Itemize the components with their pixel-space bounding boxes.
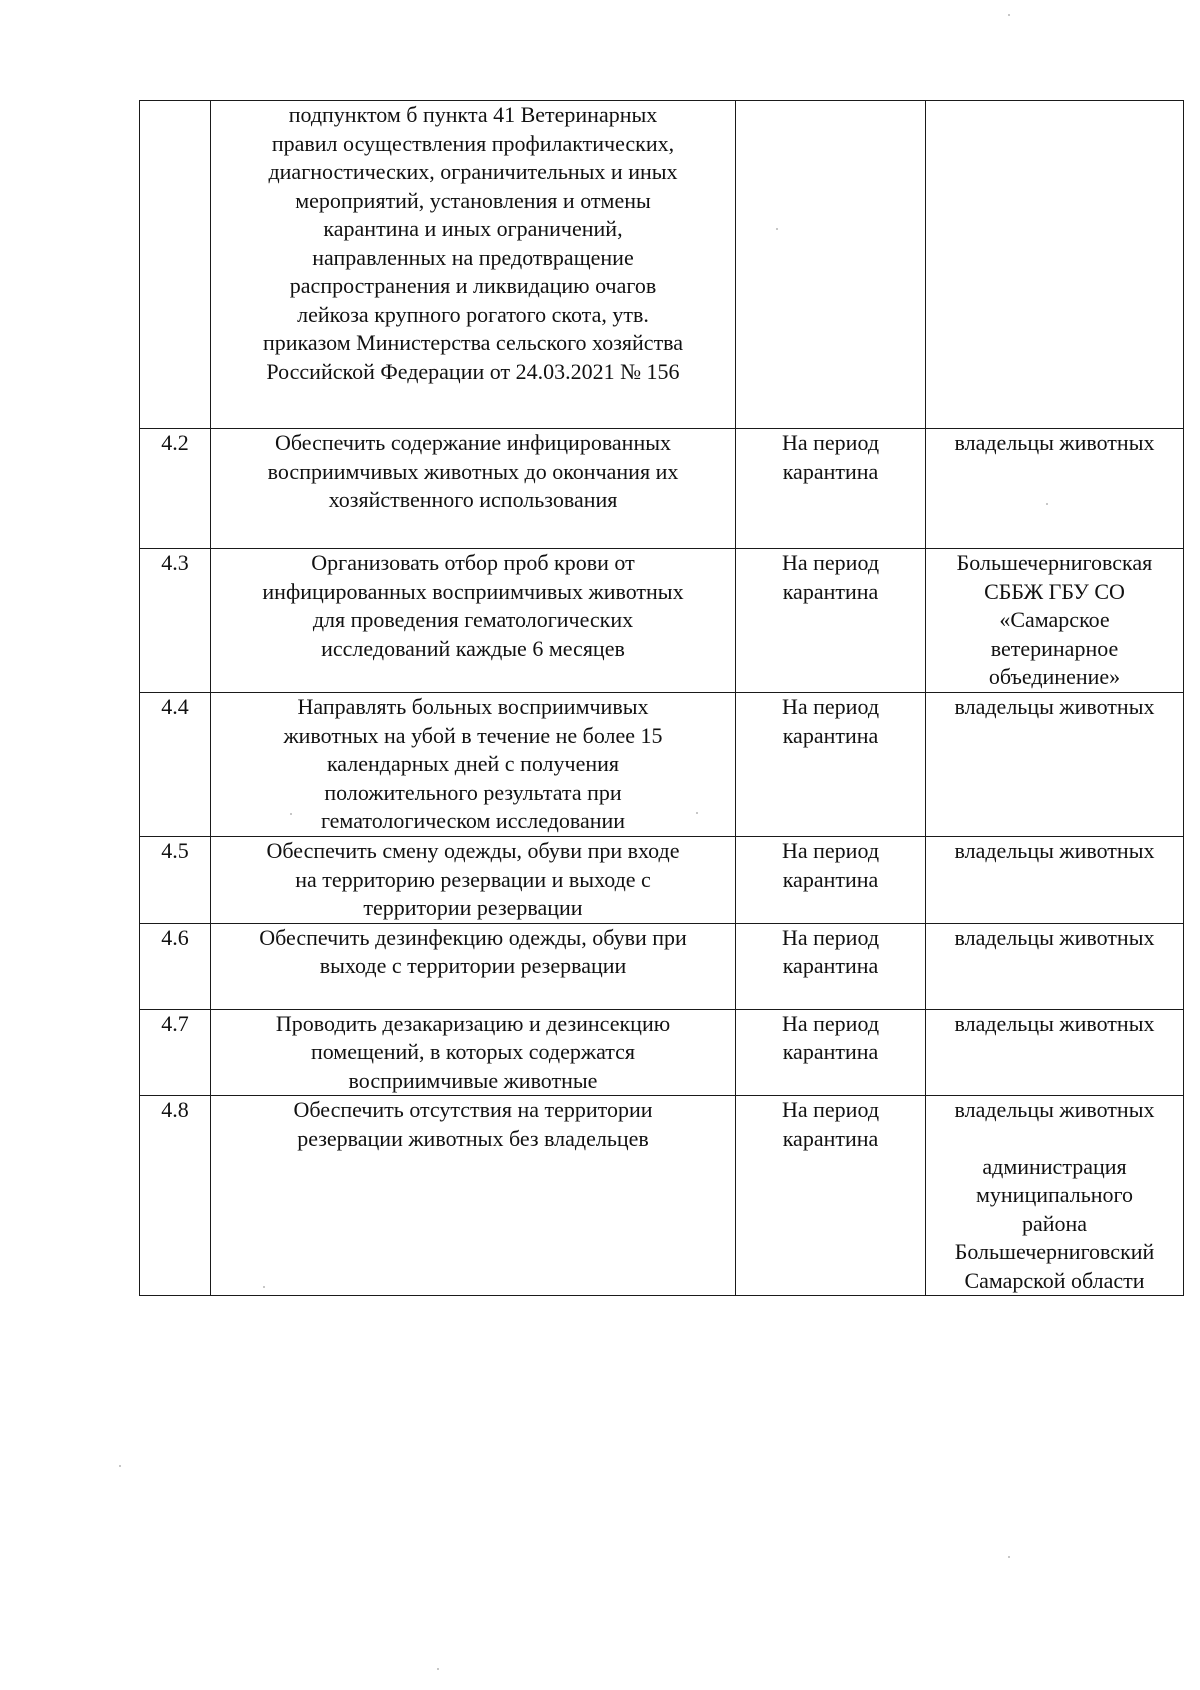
- scan-speck: [437, 1668, 439, 1670]
- table-row: [140, 549, 1184, 693]
- spacer: [930, 1125, 1179, 1153]
- responsible-cell: владельцы животных: [926, 923, 1184, 1009]
- table-row: [140, 1009, 1184, 1096]
- measures-table: [139, 100, 1184, 1296]
- row-number-cell: 4.3: [140, 549, 211, 693]
- responsible-cell: [926, 101, 1184, 429]
- term-cell: На период карантина: [736, 693, 926, 837]
- row-number-cell: 4.6: [140, 923, 211, 1009]
- scan-speck: [1008, 1556, 1010, 1558]
- action-cell: Обеспечить дезинфекцию одежды, обуви при выходе с территории резервации: [211, 923, 736, 1009]
- responsible-cell: владельцы животных: [926, 837, 1184, 924]
- action-cell: Обеспечить смену одежды, обуви при входе на территорию резервации и выходе с территории резервации: [211, 837, 736, 924]
- term-cell: На период карантина: [736, 837, 926, 924]
- term-cell: На период карантина: [736, 429, 926, 549]
- row-number-cell: [140, 101, 211, 429]
- scan-speck: [119, 1465, 121, 1467]
- action-cell: Обеспечить содержание инфицированных восприимчивых животных до окончания их хозяйственного использования: [211, 429, 736, 549]
- term-cell: На период карантина: [736, 1096, 926, 1296]
- term-cell: На период карантина: [736, 923, 926, 1009]
- table-row: [140, 1096, 1184, 1296]
- term-cell: [736, 101, 926, 429]
- table-row: [140, 101, 1184, 429]
- responsible-cell: владельцы животных администрация муниципального района Большечерниговский Самарской области: [926, 1096, 1184, 1296]
- row-number-cell: 4.7: [140, 1009, 211, 1096]
- action-cell: Организовать отбор проб крови от инфицированных восприимчивых животных для проведения гематологических исследований каждые 6 месяцев: [211, 549, 736, 693]
- responsible-cell: Большечерниговская СББЖ ГБУ СО «Самарское ветеринарное объединение»: [926, 549, 1184, 693]
- term-cell: На период карантина: [736, 549, 926, 693]
- action-cell: Обеспечить отсутствия на территории резервации животных без владельцев: [211, 1096, 736, 1296]
- scan-speck: [696, 812, 698, 814]
- table-row: [140, 693, 1184, 837]
- scan-speck: [290, 813, 292, 815]
- row-number-cell: 4.4: [140, 693, 211, 837]
- action-cell: Направлять больных восприимчивых животных на убой в течение не более 15 календарных дней с получения положительного результата при гематологическом исследовании: [211, 693, 736, 837]
- row-number-cell: 4.8: [140, 1096, 211, 1296]
- responsible-cell: владельцы животных: [926, 429, 1184, 549]
- scan-speck: [1046, 503, 1048, 505]
- term-cell: На период карантина: [736, 1009, 926, 1096]
- responsible-extra-text: администрация муниципального района Большечерниговский Самарской области: [954, 1153, 1155, 1293]
- table-row: [140, 837, 1184, 924]
- table-row: [140, 923, 1184, 1009]
- row-number-cell: 4.2: [140, 429, 211, 549]
- scan-speck: [776, 228, 778, 230]
- scan-speck: [263, 1286, 265, 1288]
- responsible-cell: владельцы животных: [926, 693, 1184, 837]
- row-number-cell: 4.5: [140, 837, 211, 924]
- scan-speck: [1008, 14, 1010, 16]
- action-cell: Проводить дезакаризацию и дезинсекцию помещений, в которых содержатся восприимчивые животные: [211, 1009, 736, 1096]
- responsible-cell: владельцы животных: [926, 1009, 1184, 1096]
- action-cell: подпунктом б пункта 41 Ветеринарных правил осуществления профилактических, диагностических, ограничительных и иных мероприятий, установления и отмены карантина и иных ограничений, направленных на предотвращение распространения и ликвидацию очагов лейкоза крупного рогатого скота, утв. приказом Министерства сельского хозяйства Российской Федерации от 24.03.2021 № 156: [211, 101, 736, 429]
- table-row: [140, 429, 1184, 549]
